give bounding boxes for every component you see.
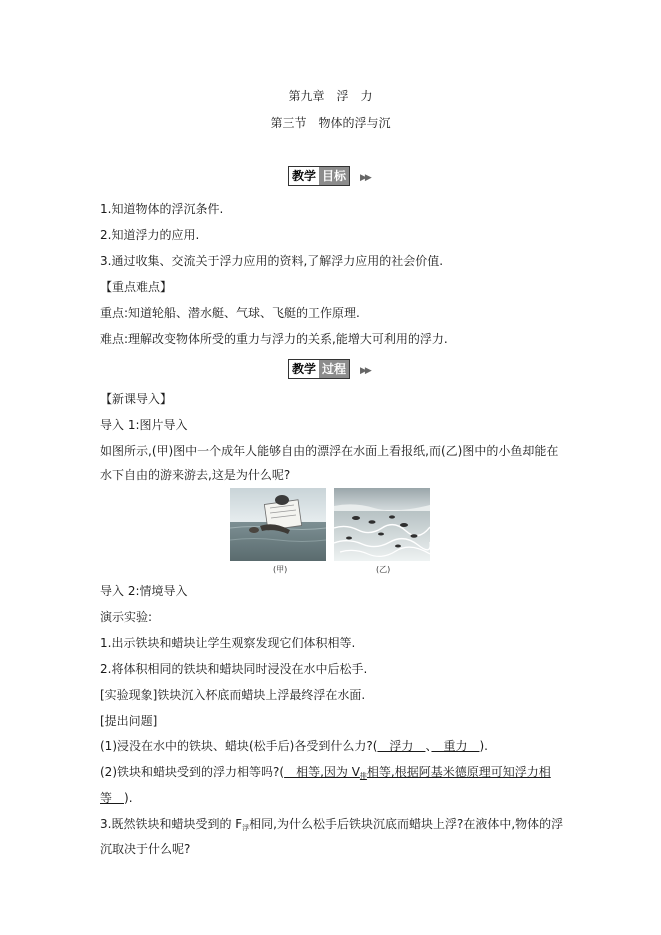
question-3-line1 bbox=[100, 815, 563, 833]
demo-title: 演示实验: bbox=[100, 610, 153, 624]
demo-step-2: 2.将体积相同的铁块和蜡块同时浸没在水中后松手. bbox=[100, 662, 368, 676]
experiment-phenomenon: [实验现象]铁块沉入杯底而蜡块上浮最终浮在水面. bbox=[100, 688, 366, 702]
answer-2-part3: 等 bbox=[100, 791, 125, 805]
question-1-suffix: ). bbox=[479, 739, 488, 753]
key-points-heading: 【重点难点】 bbox=[100, 280, 173, 294]
subscript-displaced: 排 bbox=[359, 772, 367, 780]
section-title: 第三节 物体的浮与沉 bbox=[270, 116, 391, 130]
process-badge-part2: 过程 bbox=[319, 360, 349, 378]
double-arrow-icon: ▶▶ bbox=[360, 366, 370, 376]
difficulty-point: 难点:理解改变物体所受的重力与浮力的关系,能增大可利用的浮力. bbox=[100, 332, 448, 346]
answer-buoyancy: 浮力 bbox=[377, 739, 426, 753]
question-2-line2 bbox=[100, 789, 133, 806]
question-3-part1: 3.既然铁块和蜡块受到的 F bbox=[100, 817, 243, 831]
question-1-separator: 、 bbox=[425, 739, 432, 753]
question-heading: [提出问题] bbox=[100, 714, 158, 728]
caption-b: (乙) bbox=[376, 565, 391, 574]
question-2-prefix: (2)铁块和蜡块受到的浮力相等吗?( bbox=[100, 765, 285, 779]
caption-a: (甲) bbox=[273, 565, 288, 574]
goal-item-1: 1.知道物体的浮沉条件. bbox=[100, 202, 224, 216]
fish-underwater-image bbox=[334, 488, 430, 561]
key-point: 重点:知道轮船、潜水艇、气球、飞艇的工作原理. bbox=[100, 306, 360, 320]
goals-badge-part2: 目标 bbox=[319, 167, 349, 185]
subscript-buoyant: 浮 bbox=[242, 824, 250, 832]
intro-heading: 【新课导入】 bbox=[100, 392, 173, 406]
photo-floating-man bbox=[230, 488, 326, 561]
intro1-text-line2: 水下自由的游来游去,这是为什么呢? bbox=[100, 468, 291, 482]
question-3-part2: 相同,为什么松手后铁块沉底而蜡块上浮?在液体中,物体的浮 bbox=[249, 817, 564, 831]
double-arrow-icon: ▶▶ bbox=[360, 173, 370, 183]
question-2-line1 bbox=[100, 763, 551, 781]
goals-badge bbox=[288, 166, 350, 186]
answer-2-part2: 相等,根据阿基米德原理可知浮力相 bbox=[366, 765, 551, 779]
question-3-line2: 沉取决于什么呢? bbox=[100, 842, 191, 856]
demo-step-1: 1.出示铁块和蜡块让学生观察发现它们体积相等. bbox=[100, 636, 356, 650]
goal-item-2: 2.知道浮力的应用. bbox=[100, 228, 200, 242]
photo-fish-underwater bbox=[334, 488, 430, 561]
answer-gravity: 重力 bbox=[431, 739, 480, 753]
answer-2-part1: 相等,因为 V bbox=[284, 765, 360, 779]
question-1 bbox=[100, 737, 488, 754]
chapter-title: 第九章 浮 力 bbox=[288, 89, 373, 103]
question-1-prefix: (1)浸没在水中的铁块、蜡块(松手后)各受到什么力?( bbox=[100, 739, 378, 753]
process-badge bbox=[288, 359, 350, 379]
floating-man-image bbox=[230, 488, 326, 561]
intro2-title: 导入 2:情境导入 bbox=[100, 584, 188, 598]
intro1-title: 导入 1:图片导入 bbox=[100, 418, 188, 432]
question-2-suffix: ). bbox=[124, 791, 133, 805]
goals-badge-part1: 教学 bbox=[289, 167, 319, 185]
goal-item-3: 3.通过收集、交流关于浮力应用的资料,了解浮力应用的社会价值. bbox=[100, 254, 444, 268]
intro1-text-line1: 如图所示,(甲)图中一个成年人能够自由的漂浮在水面上看报纸,而(乙)图中的小鱼却能在 bbox=[100, 444, 559, 458]
process-badge-part1: 教学 bbox=[289, 360, 319, 378]
